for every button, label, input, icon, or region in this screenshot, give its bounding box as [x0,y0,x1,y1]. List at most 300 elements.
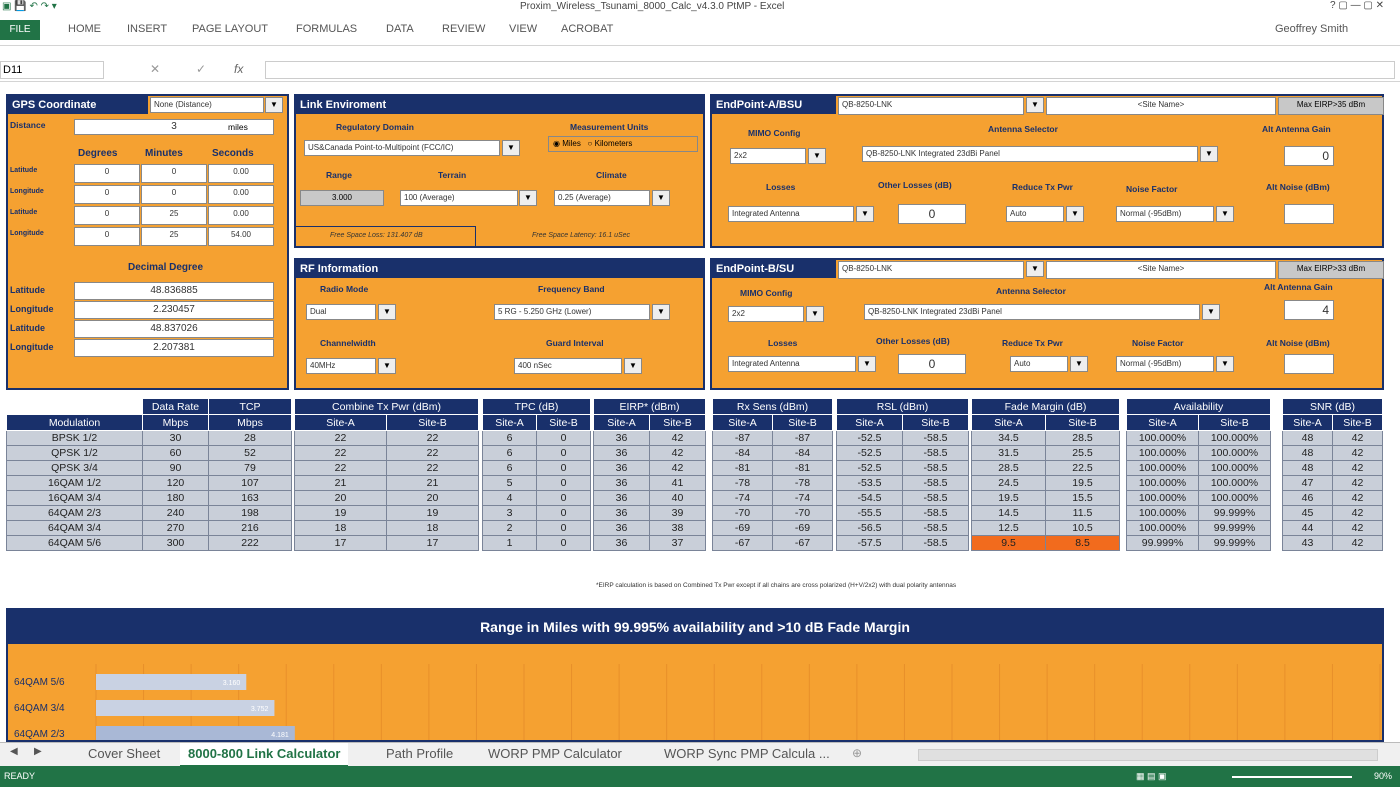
quick-access-icons[interactable]: ▣ 💾 ↶ ↷ ▾ [2,1,57,12]
eirp-site-b-cell: 42 [650,461,706,476]
sheet-tab-worp-pmp[interactable]: WORP PMP Calculator [488,746,622,761]
tpc-site-a-cell: 5 [483,476,537,491]
table-row [483,506,591,521]
table-row [837,431,969,446]
sheet-tab-link-calculator[interactable]: 8000-800 Link Calculator [180,743,348,767]
snr-site-a-cell: 45 [1283,506,1333,521]
gps-dms-cell[interactable]: 0 [141,185,207,204]
tpc-site-a-cell: 6 [483,461,537,476]
table-row [713,431,833,446]
ctp-site-b-cell: 17 [387,536,479,551]
units-label: Measurement Units [570,122,649,132]
snr-table [1282,398,1383,551]
tpc-site-a-cell: 1 [483,536,537,551]
endpoint-a-site-name[interactable]: <Site Name> [1046,97,1276,115]
site-a-header: Site-A [837,415,903,431]
avail-site-b-cell: 100.000% [1199,446,1271,461]
table-row [483,461,591,476]
table-row [1283,521,1383,536]
avail-site-b-cell: 99.999% [1199,536,1271,551]
rsl-site-a-cell: -52.5 [837,461,903,476]
gps-panel [6,94,289,390]
chevron-down-icon[interactable]: ▼ [624,358,642,374]
link-env-title: Link Enviroment [296,96,703,114]
rsl-site-b-cell: -58.5 [903,431,969,446]
snr-site-b-cell: 42 [1333,446,1383,461]
table-row [7,446,292,461]
noise-factor-label: Noise Factor [1132,338,1184,348]
table-row [295,506,479,521]
channelwidth-label: Channelwidth [320,338,376,348]
gps-dms-cell[interactable]: 0.00 [208,185,274,204]
gps-row-label: Longitude [10,230,44,237]
endpoint-b-eirp-button[interactable]: Max EIRP>33 dBm [1278,261,1384,279]
table-row [295,446,479,461]
status-bar [0,766,1400,787]
tab-page-layout[interactable]: PAGE LAYOUT [192,23,269,35]
table-row [1283,431,1383,446]
chart-category-label: 64QAM 5/6 [14,677,65,688]
fm-site-a-cell: 24.5 [972,476,1046,491]
snr-site-b-cell: 42 [1333,431,1383,446]
chevron-down-icon[interactable]: ▼ [808,148,826,164]
chevron-down-icon[interactable]: ▼ [856,206,874,222]
tab-review[interactable]: REVIEW [442,23,486,35]
gps-dms-cell[interactable]: 0.00 [208,164,274,183]
other-losses-label: Other Losses (dB) [876,336,950,346]
endpoint-a-antenna-select[interactable]: QB-8250-LNK Integrated 23dBi Panel [862,146,1198,162]
fm-site-b-cell: 15.5 [1046,491,1120,506]
chart-bar [96,726,295,740]
rx-site-b-cell: -74 [773,491,833,506]
tpc-site-b-cell: 0 [537,491,591,506]
decimal-row-label: Latitude [10,285,45,295]
chevron-down-icon[interactable]: ▼ [378,304,396,320]
chevron-down-icon[interactable]: ▼ [1202,304,1220,320]
endpoint-b-alt-noise-input[interactable] [1284,354,1334,374]
frequency-band-select[interactable]: 5 RG - 5.250 GHz (Lower) [494,304,650,320]
guard-interval-label: Guard Interval [546,338,604,348]
chevron-down-icon[interactable]: ▼ [519,190,537,206]
tpc-site-b-cell: 0 [537,536,591,551]
gps-dms-cell[interactable]: 0.00 [208,206,274,225]
gps-dms-cell[interactable]: 0 [141,164,207,183]
snr-header: SNR (dB) [1283,399,1383,415]
tab-view[interactable]: VIEW [509,23,538,35]
data-rate-cell: 300 [143,536,209,551]
gps-dms-cell[interactable]: 0 [74,164,140,183]
snr-site-b-cell: 42 [1333,476,1383,491]
rsl-site-b-cell: -58.5 [903,491,969,506]
ribbon [0,16,1400,46]
table-row [1127,506,1271,521]
modulation-cell: QPSK 3/4 [7,461,143,476]
rx-site-a-cell: -78 [713,476,773,491]
rx-site-b-cell: -87 [773,431,833,446]
data-rate-cell: 120 [143,476,209,491]
rsl-site-b-cell: -58.5 [903,536,969,551]
table-row [837,446,969,461]
units-kilometers[interactable]: Kilometers [594,139,633,148]
chevron-down-icon[interactable]: ▼ [1066,206,1084,222]
chevron-down-icon[interactable]: ▼ [378,358,396,374]
tcp-cell: 198 [209,506,292,521]
avail-site-a-cell: 100.000% [1127,476,1199,491]
tab-acrobat[interactable]: ACROBAT [561,23,614,35]
modulation-header: Modulation [7,415,143,431]
chevron-down-icon[interactable]: ▼ [858,356,876,372]
site-b-header: Site-B [1046,415,1120,431]
rsl-site-a-cell: -52.5 [837,446,903,461]
gps-row-label: Longitude [10,188,44,195]
rsl-site-a-cell: -57.5 [837,536,903,551]
ctp-site-a-cell: 19 [295,506,387,521]
gps-dms-cell[interactable]: 0 [74,227,140,246]
chart-title: Range in Miles with 99.995% availability and >10 dB Fade Margin [8,610,1382,644]
endpoint-a-other-losses-input[interactable]: 0 [898,204,966,224]
decimal-degree-value: 2.207381 [74,339,274,357]
regulatory-select[interactable]: US&Canada Point-to-Multipoint (FCC/IC) [304,140,500,156]
table-row [713,521,833,536]
mimo-label: MIMO Config [740,288,793,298]
distance-label: Distance [10,120,46,130]
table-row [713,461,833,476]
table-row [1283,476,1383,491]
snr-site-a-cell: 48 [1283,446,1333,461]
table-row [295,521,479,536]
endpoint-a-losses-select[interactable]: Integrated Antenna [728,206,854,222]
function-icon[interactable]: fx [234,62,244,76]
eirp-site-a-cell: 36 [594,506,650,521]
data-rate-cell: 30 [143,431,209,446]
status-text: READY [4,771,36,781]
table-row [7,431,292,446]
sheet-tab-cover[interactable]: Cover Sheet [88,746,161,761]
table-row [483,476,591,491]
chevron-down-icon[interactable]: ▼ [265,97,283,113]
tab-home[interactable]: HOME [68,23,101,35]
zoom-level[interactable]: 90% [1374,771,1393,781]
decimal-degree-value: 48.836885 [74,282,274,300]
ctp-site-a-cell: 21 [295,476,387,491]
fm-site-a-cell: 9.5 [972,536,1046,551]
data-rate-cell: 60 [143,446,209,461]
endpoint-b-site-name[interactable]: <Site Name> [1046,261,1276,279]
fm-site-b-cell: 22.5 [1046,461,1120,476]
name-box[interactable]: D11 [0,61,104,79]
tpc-site-a-cell: 2 [483,521,537,536]
rx-site-b-cell: -69 [773,521,833,536]
tcp-cell: 28 [209,431,292,446]
table-row [7,491,292,506]
eirp-site-b-cell: 42 [650,431,706,446]
view-icons[interactable]: ▦ ▤ ▣ [1136,771,1167,781]
site-b-header: Site-B [903,415,969,431]
gps-title: GPS Coordinate [8,96,148,114]
snr-site-a-cell: 46 [1283,491,1333,506]
table-row [594,431,706,446]
ctp-site-b-cell: 22 [387,446,479,461]
rx-site-a-cell: -70 [713,506,773,521]
chevron-down-icon[interactable]: ▼ [1026,97,1044,113]
endpoint-a-title: EndPoint-A/BSU [712,96,836,114]
window-controls[interactable]: ? ▢ — ▢ ✕ [1330,0,1384,11]
fm-site-a-cell: 12.5 [972,521,1046,536]
table-row [837,476,969,491]
tpc-header: TPC (dB) [483,399,591,415]
chart-category-label: 64QAM 2/3 [14,729,65,740]
tpc-site-b-cell: 0 [537,521,591,536]
alt-noise-label: Alt Noise (dBm) [1266,338,1330,348]
distance-input[interactable]: 3 [74,119,274,135]
sheet-tabs-bar [0,742,1400,766]
table-row [1127,446,1271,461]
rf-title: RF Information [296,260,703,278]
avail-site-b-cell: 100.000% [1199,476,1271,491]
user-name[interactable]: Geoffrey Smith [1275,23,1349,35]
tpc-site-b-cell: 0 [537,461,591,476]
eirp-site-a-cell: 36 [594,491,650,506]
avail-site-a-cell: 100.000% [1127,446,1199,461]
endpoint-a-alt-gain-input[interactable]: 0 [1284,146,1334,166]
gps-dms-cell[interactable]: 25 [141,227,207,246]
chevron-down-icon[interactable]: ▼ [1200,146,1218,162]
gps-mode-select[interactable]: None (Distance) [150,97,264,113]
avail-header: Availability [1127,399,1271,415]
tab-formulas[interactable]: FORMULAS [296,23,358,35]
endpoint-b-noise-select[interactable]: Normal (-95dBm) [1116,356,1214,372]
eirp-header: EIRP* (dBm) [594,399,706,415]
minutes-header: Minutes [145,148,183,159]
snr-site-b-cell: 42 [1333,506,1383,521]
table-row [1127,461,1271,476]
rsl-site-b-cell: -58.5 [903,521,969,536]
formula-input[interactable] [265,61,1395,79]
tcp-cell: 52 [209,446,292,461]
chevron-down-icon[interactable]: ▼ [1070,356,1088,372]
table-row [594,476,706,491]
decimal-degree-title: Decimal Degree [128,262,204,273]
ctp-site-b-cell: 20 [387,491,479,506]
site-b-header: Site-B [1333,415,1383,431]
table-row [483,521,591,536]
gps-dms-cell[interactable]: 54.00 [208,227,274,246]
fm-header: Fade Margin (dB) [972,399,1120,415]
data-rate-header: Data Rate [143,399,209,415]
chevron-down-icon[interactable]: ▼ [652,304,670,320]
horizontal-scrollbar[interactable] [918,749,1378,761]
ctp-site-b-cell: 18 [387,521,479,536]
eirp-site-b-cell: 40 [650,491,706,506]
chevron-down-icon[interactable]: ▼ [1216,206,1234,222]
rx-site-b-cell: -67 [773,536,833,551]
zoom-slider[interactable] [1232,776,1352,778]
avail-site-b-cell: 100.000% [1199,491,1271,506]
table-row [7,536,292,551]
tpc-site-b-cell: 0 [537,431,591,446]
snr-site-b-cell: 42 [1333,521,1383,536]
table-row [1283,491,1383,506]
terrain-label: Terrain [438,170,467,180]
losses-label: Losses [768,338,798,348]
data-rate-cell: 240 [143,506,209,521]
tpc-site-a-cell: 6 [483,446,537,461]
guard-interval-select[interactable]: 400 nSec [514,358,622,374]
modulation-cell: 64QAM 3/4 [7,521,143,536]
table-row [1283,536,1383,551]
table-row [713,491,833,506]
avail-site-b-cell: 100.000% [1199,461,1271,476]
table-row [972,431,1120,446]
endpoint-a-eirp-button[interactable]: Max EIRP>35 dBm [1278,97,1384,115]
gps-dms-cell[interactable]: 25 [141,206,207,225]
climate-label: Climate [596,170,627,180]
radio-mode-select[interactable]: Dual [306,304,376,320]
gps-dms-cell[interactable]: 0 [74,185,140,204]
table-row [1283,506,1383,521]
table-row [972,506,1120,521]
endpoint-b-antenna-select[interactable]: QB-8250-LNK Integrated 23dBi Panel [864,304,1200,320]
table-row [837,491,969,506]
gps-dms-cell[interactable]: 0 [74,206,140,225]
data-rate-cell: 90 [143,461,209,476]
channelwidth-select[interactable]: 40MHz [306,358,376,374]
tpc-site-b-cell: 0 [537,476,591,491]
data-rate-cell: 270 [143,521,209,536]
tcp-header: TCP [209,399,292,415]
endpoint-a-reduce-select[interactable]: Auto [1006,206,1064,222]
data-rate-unit: Mbps [143,415,209,431]
sheet-tab-path-profile[interactable]: Path Profile [386,746,454,761]
units-radio-group[interactable]: ◉ Miles ○ Kilometers [548,136,698,152]
chart-value-label: 4.181 [271,732,289,739]
endpoint-a-mimo-select[interactable]: 2x2 [730,148,806,164]
endpoint-b-reduce-select[interactable]: Auto [1010,356,1068,372]
title-bar [0,0,1400,16]
table-row [713,476,833,491]
rx-site-b-cell: -78 [773,476,833,491]
sheet-tab-worp-sync[interactable]: WORP Sync PMP Calcula ... [664,746,830,761]
gps-row-label: Latitude [10,167,38,174]
data-rate-cell: 180 [143,491,209,506]
table-row [837,506,969,521]
rsl-site-b-cell: -58.5 [903,506,969,521]
reduce-tx-label: Reduce Tx Pwr [1012,182,1073,192]
rx-header: Rx Sens (dBm) [713,399,833,415]
endpoint-b-mimo-select[interactable]: 2x2 [728,306,804,322]
modulation-cell: 16QAM 3/4 [7,491,143,506]
chevron-down-icon[interactable]: ▼ [1216,356,1234,372]
other-losses-label: Other Losses (dB) [878,180,952,190]
site-b-header: Site-B [1199,415,1271,431]
next-sheet-icon[interactable]: ▶ [34,746,42,757]
cancel-icon[interactable]: ✕ [150,62,161,76]
fm-site-b-cell: 8.5 [1046,536,1120,551]
table-row [972,446,1120,461]
table-row [483,536,591,551]
avail-site-a-cell: 99.999% [1127,536,1199,551]
alt-antenna-gain-label: Alt Antenna Gain [1264,282,1333,292]
ctp-site-b-cell: 22 [387,461,479,476]
ctp-site-a-cell: 18 [295,521,387,536]
table-row [1127,431,1271,446]
units-miles[interactable]: Miles [562,139,581,148]
ctp-site-a-cell: 22 [295,461,387,476]
prev-sheet-icon[interactable]: ◀ [10,746,18,757]
reduce-tx-label: Reduce Tx Pwr [1002,338,1063,348]
snr-site-a-cell: 43 [1283,536,1333,551]
eirp-site-b-cell: 37 [650,536,706,551]
enter-icon[interactable]: ✓ [196,62,207,76]
endpoint-a-alt-noise-input[interactable] [1284,204,1334,224]
chart-value-label: 3.752 [250,706,269,713]
site-b-header: Site-B [773,415,833,431]
endpoint-b-device-select[interactable]: QB-8250-LNK [838,261,1024,279]
tcp-cell: 79 [209,461,292,476]
endpoint-a-noise-select[interactable]: Normal (-95dBm) [1116,206,1214,222]
rf-information-panel [294,258,705,390]
chevron-down-icon[interactable]: ▼ [652,190,670,206]
avail-table [1126,398,1271,551]
site-a-header: Site-A [594,415,650,431]
chevron-down-icon[interactable]: ▼ [502,140,520,156]
tab-data[interactable]: DATA [386,23,414,35]
table-row [837,461,969,476]
link-environment-panel [294,94,705,248]
endpoint-b-title: EndPoint-B/SU [712,260,836,278]
site-a-header: Site-A [972,415,1046,431]
table-row [972,461,1120,476]
climate-select[interactable]: 0.25 (Average) [554,190,650,206]
endpoint-b-alt-gain-input[interactable]: 4 [1284,300,1334,320]
endpoint-b-other-losses-input[interactable]: 0 [898,354,966,374]
endpoint-b-losses-select[interactable]: Integrated Antenna [728,356,856,372]
site-a-header: Site-A [1127,415,1199,431]
modulation-cell: QPSK 1/2 [7,446,143,461]
terrain-select[interactable]: 100 (Average) [400,190,518,206]
formula-bar [0,58,1400,82]
chevron-down-icon[interactable]: ▼ [806,306,824,322]
table-row [594,446,706,461]
rsl-site-a-cell: -52.5 [837,431,903,446]
table-row [1127,521,1271,536]
add-sheet-icon[interactable]: ⊕ [852,746,863,760]
range-value: 3.000 [300,190,384,206]
seconds-header: Seconds [212,148,254,159]
tab-insert[interactable]: INSERT [127,23,168,35]
table-row [7,476,292,491]
distance-unit: miles [228,122,248,132]
alt-antenna-gain-label: Alt Antenna Gain [1262,124,1331,134]
endpoint-a-device-select[interactable]: QB-8250-LNK [838,97,1024,115]
ctp-site-a-cell: 22 [295,431,387,446]
table-row [483,431,591,446]
eirp-site-a-cell: 36 [594,536,650,551]
table-row [7,521,292,536]
avail-site-a-cell: 100.000% [1127,461,1199,476]
losses-label: Losses [766,182,796,192]
free-space-loss: Free Space Loss: 131.407 dB [330,232,423,239]
decimal-row-label: Longitude [10,304,54,314]
table-row [483,491,591,506]
snr-site-b-cell: 42 [1333,491,1383,506]
chevron-down-icon[interactable]: ▼ [1026,261,1044,277]
site-a-header: Site-A [713,415,773,431]
tcp-cell: 222 [209,536,292,551]
table-row [837,536,969,551]
tab-file[interactable]: FILE [0,20,40,40]
endpoint-a-panel [710,94,1384,248]
